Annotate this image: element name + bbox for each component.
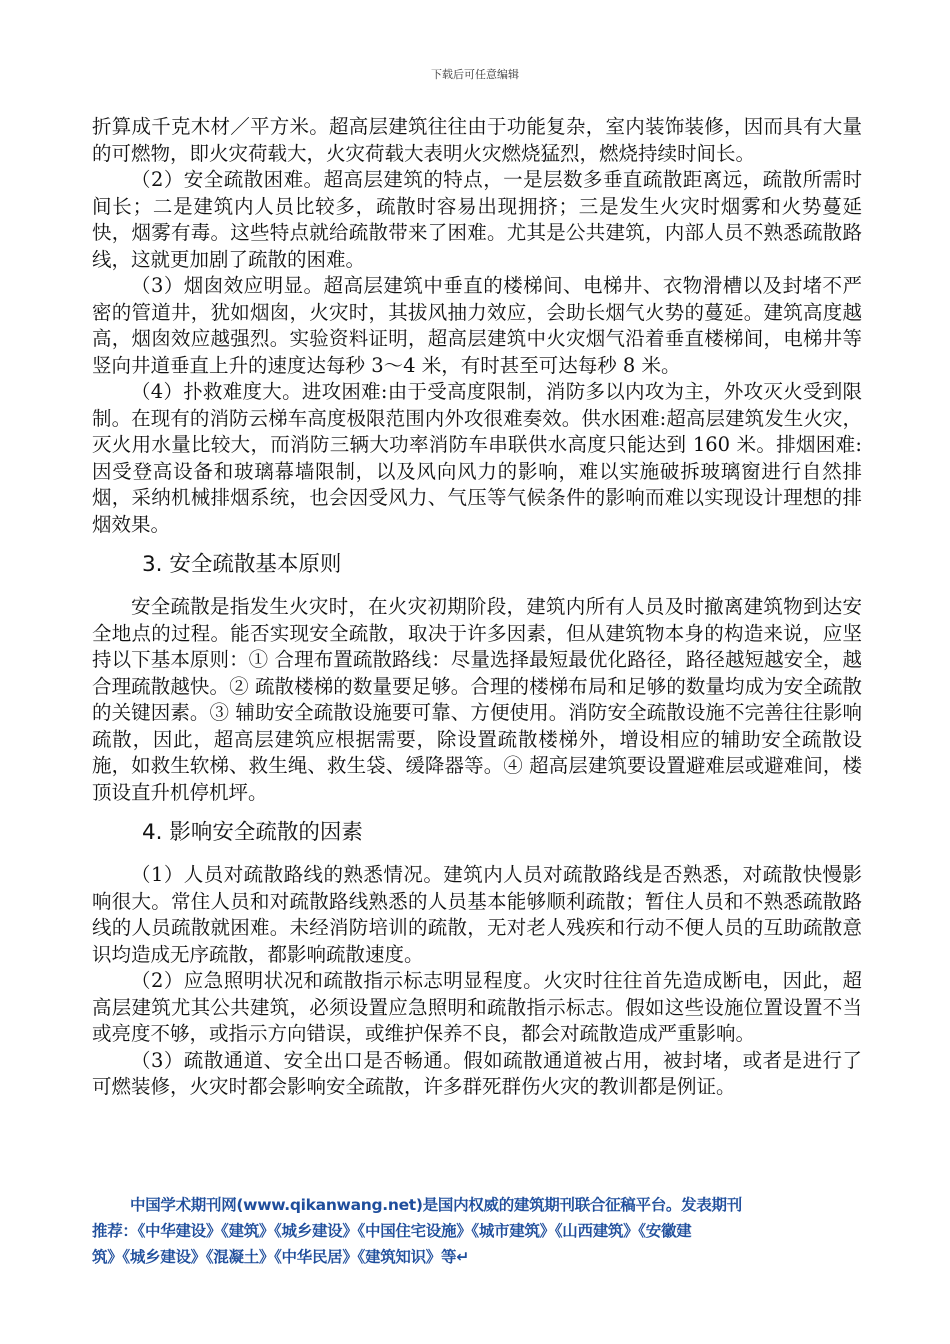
- footer-line-1: 中国学术期刊网(www.qikanwang.net)是国内权威的建筑期刊联合征稿平台。发表期刊: [130, 1196, 742, 1214]
- footer-line-3: 筑》《城乡建设》《混凝土》《中华民居》《建筑知识》等↵: [92, 1248, 469, 1266]
- paragraph-fire-load: 折算成千克木材／平方米。超高层建筑往往由于功能复杂，室内装饰装修，因而具有大量的可燃物，即火灾荷载大，火灾荷载大表明火灾燃烧猛烈，燃烧持续时间长。: [92, 115, 862, 165]
- paragraph-evacuation-difficulty: （2）安全疏散困难。超高层建筑的特点，一是层数多垂直疏散距离远，疏散所需时间长；二是建筑内人员比较多，疏散时容易出现拥挤；三是发生火灾时烟雾和火势蔓延快，烟雾有毒。这些特点就给疏散带来了困难。尤其是公共建筑，内部人员不熟悉疏散路线，这就更加剧了疏散的困难。: [92, 168, 862, 271]
- footer-advertisement: [92, 1192, 862, 1270]
- footer-line-2: 推荐：《中华建设》《建筑》《城乡建设》《中国住宅设施》《城市建筑》《山西建筑》《安徽建: [92, 1222, 692, 1240]
- paragraph-firefighting-difficulty: （4）扑救难度大。进攻困难:由于受高度限制，消防多以内攻为主，外攻灭火受到限制。在现有的消防云梯车高度极限范围内外攻很难奏效。供水困难:超高层建筑发生火灾，灭火用水量比较大，而消防三辆大功率消防车串联供水高度只能达到 160 米。排烟困难:因受登高设备和玻璃幕墙限制，以及风向风力的影响，难以实施破拆玻璃窗进行自然排烟，采纳机械排烟系统，也会因受风力、气压等气候条件的影响而难以实现设计理想的排烟效果。: [92, 380, 862, 536]
- paragraph-evacuation-principles: 安全疏散是指发生火灾时，在火灾初期阶段，建筑内所有人员及时撤离建筑物到达安全地点的过程。能否实现安全疏散，取决于许多因素，但从建筑物本身的构造来说，应坚持以下基本原则：① 合理布置疏散路线：尽量选择最短最优化路径，路径越短越安全，越合理疏散越快。② 疏散楼梯的数量要足够。合理的楼梯布局和足够的数量均成为安全疏散的关键因素。③ 辅助安全疏散设施要可靠、方便使用。消防安全疏散设施不完善往往影响疏散，因此，超高层建筑应根据需要，除设置疏散楼梯外，增设相应的辅助安全疏散设施，如救生软梯、救生绳、救生袋、缓降器等。④ 超高层建筑要设置避难层或避难间，楼顶设直升机停机坪。: [92, 595, 862, 804]
- paragraph-chimney-effect: （3）烟囱效应明显。超高层建筑中垂直的楼梯间、电梯井、衣物滑槽以及封堵不严密的管道井，犹如烟囱，火灾时，其拔风抽力效应，会助长烟气火势的蔓延。建筑高度越高，烟囱效应越强烈。实验资料证明，超高层建筑中火灾烟气沿着垂直楼梯间，电梯井等竖向井道垂直上升的速度达每秒 3～4 米，有时甚至可达每秒 8 米。: [92, 274, 862, 377]
- section-3-heading: 3. 安全疏散基本原则: [142, 552, 342, 577]
- paragraph-exit-clearance: （3）疏散通道、安全出口是否畅通。假如疏散通道被占用，被封堵，或者是进行了可燃装修，火灾时都会影响安全疏散，许多群死群伤火灾的教训都是例证。: [92, 1048, 862, 1098]
- paragraph-emergency-lighting: （2）应急照明状况和疏散指示标志明显程度。火灾时往往首先造成断电，因此，超高层建筑尤其公共建筑，必须设置应急照明和疏散指示标志。假如这些设施位置设置不当或亮度不够，或指示方向错误，或维护保养不良，都会对疏散造成严重影响。: [92, 969, 862, 1045]
- paragraph-route-familiarity: （1）人员对疏散路线的熟悉情况。建筑内人员对疏散路线是否熟悉，对疏散快慢影响很大。常住人员和对疏散路线熟悉的人员基本能够顺利疏散；暂住人员和不熟悉疏散路线的人员疏散就困难。未经消防培训的疏散，无对老人残疾和行动不便人员的互助疏散意识均造成无序疏散，都影响疏散速度。: [92, 863, 862, 966]
- header-note: 下载后可任意编辑: [431, 68, 519, 81]
- document-body: [92, 114, 862, 1101]
- section-4-heading: 4. 影响安全疏散的因素: [142, 820, 363, 845]
